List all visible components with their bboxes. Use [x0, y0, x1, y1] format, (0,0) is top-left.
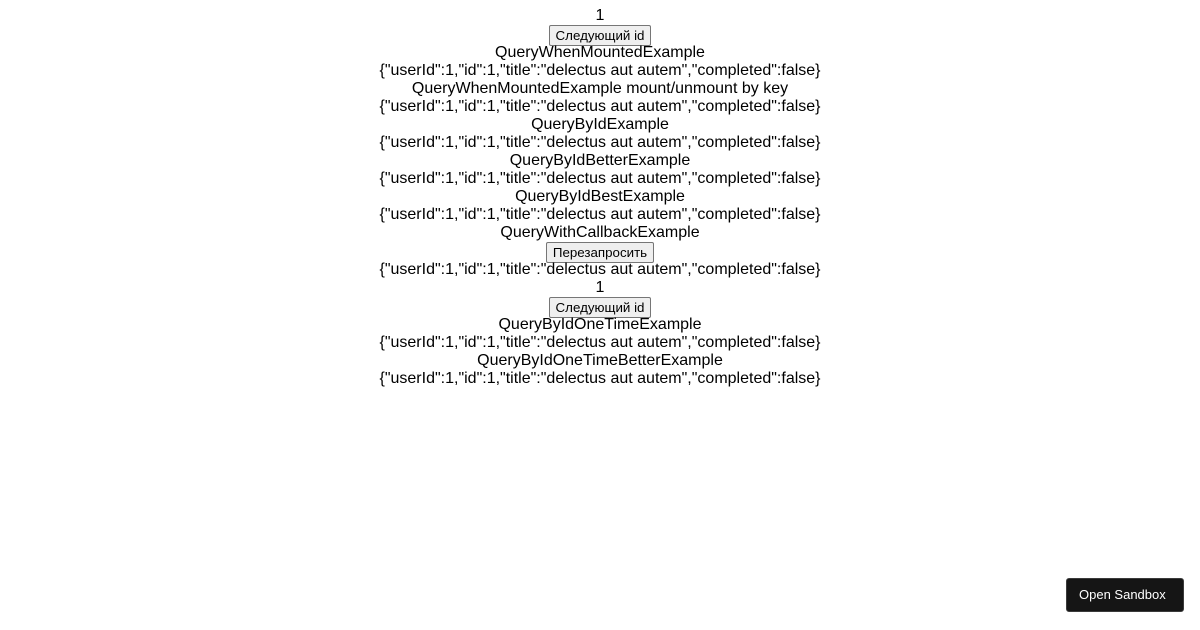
section-title-one-time: QueryByIdOneTimeExample	[498, 316, 702, 333]
refetch-button[interactable]: Перезапросить	[546, 242, 654, 263]
result-when-mounted: {"userId":1,"id":1,"title":"delectus aut autem","completed":false}	[379, 62, 821, 79]
next-id-button-wrapper	[0, 25, 1200, 46]
result-one-time-better: {"userId":1,"id":1,"title":"delectus aut autem","completed":false}	[379, 370, 821, 387]
result-by-id-best: {"userId":1,"id":1,"title":"delectus aut autem","completed":false}	[379, 206, 821, 223]
section-title-by-id: QueryByIdExample	[531, 116, 669, 133]
refetch-button-wrapper	[0, 242, 1200, 263]
one-time-id-counter: 1	[595, 279, 605, 296]
next-id-button[interactable]: Следующий id	[549, 25, 652, 46]
current-id-counter: 1	[595, 7, 605, 24]
result-with-callback: {"userId":1,"id":1,"title":"delectus aut autem","completed":false}	[379, 261, 821, 278]
section-title-by-id-best: QueryByIdBestExample	[515, 188, 685, 205]
result-when-mounted-key: {"userId":1,"id":1,"title":"delectus aut autem","completed":false}	[379, 98, 821, 115]
app-root	[0, 7, 1200, 388]
one-time-next-id-button[interactable]: Следующий id	[549, 297, 652, 318]
section-title-with-callback: QueryWithCallbackExample	[500, 224, 700, 241]
result-by-id: {"userId":1,"id":1,"title":"delectus aut autem","completed":false}	[379, 134, 821, 151]
section-title-by-id-better: QueryByIdBetterExample	[509, 152, 691, 169]
open-sandbox-button[interactable]: Open Sandbox	[1066, 578, 1184, 612]
section-title-when-mounted-key: QueryWhenMountedExample mount/unmount by key	[411, 80, 789, 97]
result-by-id-better: {"userId":1,"id":1,"title":"delectus aut autem","completed":false}	[379, 170, 821, 187]
section-title-when-mounted: QueryWhenMountedExample	[495, 44, 705, 61]
section-title-one-time-better: QueryByIdOneTimeBetterExample	[477, 352, 723, 369]
one-time-next-id-button-wrapper	[0, 297, 1200, 318]
result-one-time: {"userId":1,"id":1,"title":"delectus aut autem","completed":false}	[379, 334, 821, 351]
